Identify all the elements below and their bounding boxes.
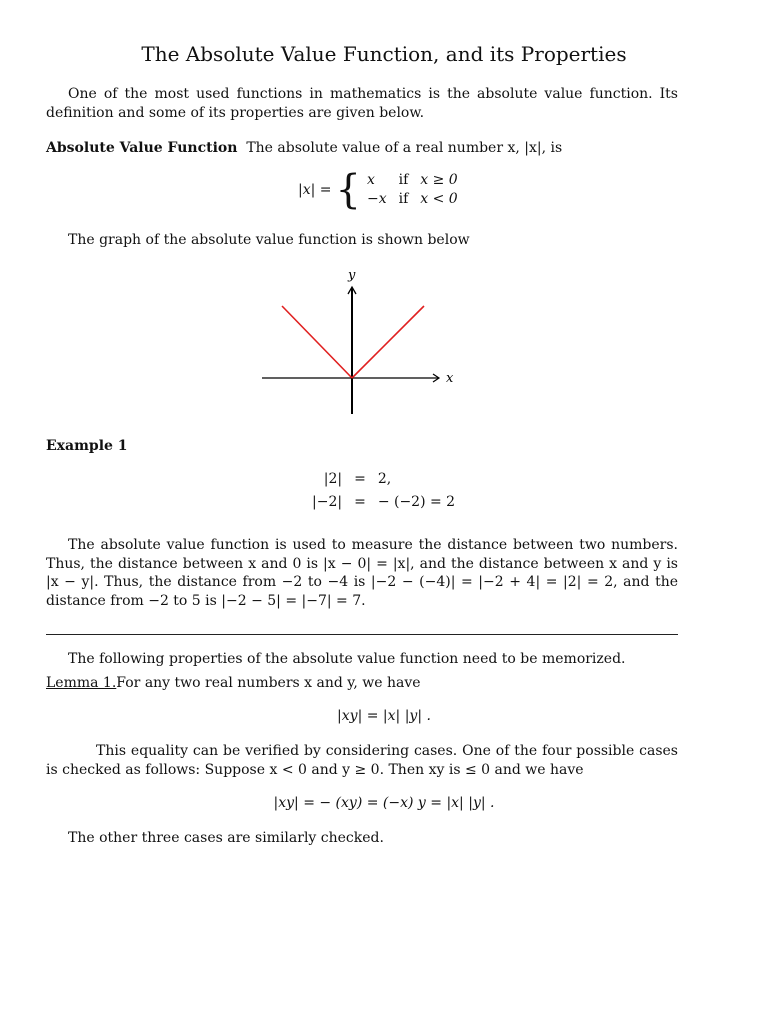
case-if: if xyxy=(398,172,409,188)
case-value: x xyxy=(366,172,375,188)
equation-rel: = xyxy=(354,494,366,510)
page-title: The Absolute Value Function, and its Properties xyxy=(141,42,627,66)
case-value: −x xyxy=(366,191,387,207)
closing-paragraph: The other three cases are similarly checked. xyxy=(68,830,384,846)
distance-paragraph: The absolute value function is used to measure the distance between two numbers. Thus, the distance between x and 0 is |x − 0| = |x|, and the distance between x and y is |x − y|. Thus, the distance from −2 to −4 is |−2 − (−4)| = |−2 + 4| = |2| = 2, and the distance from −2 to 5 is |−2 − 5| = |−7| = 7. xyxy=(46,537,678,609)
intro-paragraph: One of the most used functions in mathematics is the absolute value function. Its definition and some of its properties are given below. xyxy=(46,86,678,121)
equation-rhs: − (−2) = 2 xyxy=(377,494,456,510)
example-heading: Example 1 xyxy=(46,438,128,454)
definition-paragraph xyxy=(46,139,678,158)
equation-row xyxy=(306,468,461,491)
case-row xyxy=(361,171,464,190)
equation-rhs: 2, xyxy=(377,471,392,487)
section-divider xyxy=(46,634,678,635)
graph-line-right xyxy=(352,306,424,378)
equation-rel: = xyxy=(354,471,366,487)
x-axis-label: x xyxy=(446,371,454,386)
lemma-text: For any two real numbers x and y, we have xyxy=(116,675,421,691)
case-condition: x ≥ 0 xyxy=(420,172,458,188)
properties-intro: The following properties of the absolute value function need to be memorized. xyxy=(68,651,626,667)
y-axis-label: y xyxy=(348,268,356,283)
equation-row xyxy=(306,491,461,514)
lemma-label: Lemma 1. xyxy=(46,675,117,691)
definition-text: The absolute value of a real number x, |x|, is xyxy=(246,140,563,156)
piecewise-brace: { xyxy=(335,167,361,213)
case-if: if xyxy=(398,191,409,207)
definition-heading: Absolute Value Function xyxy=(46,140,238,156)
proof-paragraph: This equality can be verified by considering cases. One of the four possible cases is checked as follows: Suppose x < 0 and y ≥ 0. Then xy is ≤ 0 and we have xyxy=(46,743,678,778)
case-condition: x < 0 xyxy=(420,191,458,207)
lemma-statement xyxy=(46,674,678,693)
equation-lhs: |−2| xyxy=(312,494,343,510)
case-row xyxy=(361,190,464,209)
graph-line-left xyxy=(282,306,352,378)
proof-equation: |xy| = − (xy) = (−x) y = |x| |y| . xyxy=(273,795,495,811)
piecewise-cases xyxy=(361,171,464,209)
example-equations xyxy=(0,468,768,514)
equation-lhs: |2| xyxy=(323,471,343,487)
lemma-equation: |xy| = |x| |y| . xyxy=(337,708,431,724)
graph-caption: The graph of the absolute value function is shown below xyxy=(68,232,470,248)
piecewise-lhs: |x| = xyxy=(298,182,332,198)
absolute-value-graph xyxy=(250,262,470,422)
piecewise-definition xyxy=(298,167,498,214)
